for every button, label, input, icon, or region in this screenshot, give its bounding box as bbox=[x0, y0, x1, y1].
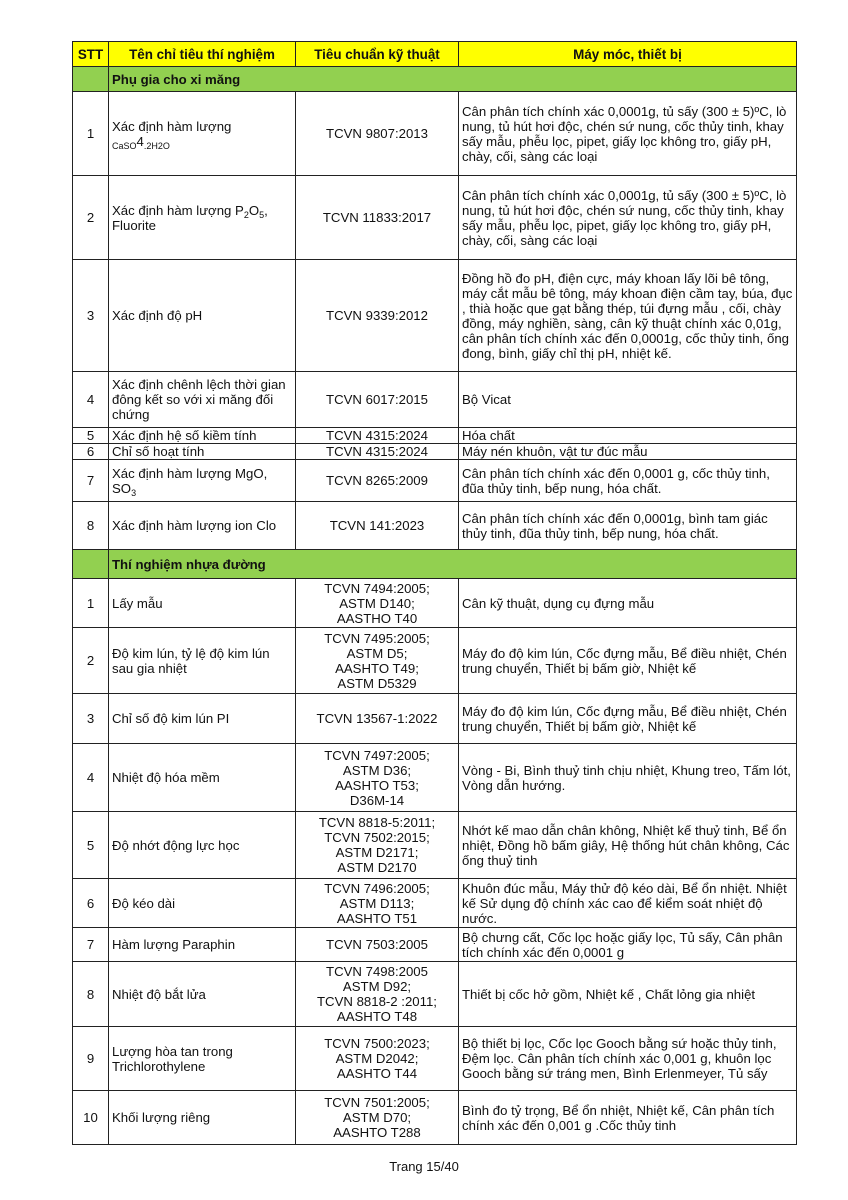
standard-line: AASHTO T49; bbox=[335, 660, 419, 676]
header-standard: Tiêu chuẩn kỹ thuật bbox=[296, 42, 459, 67]
standard-line: ASTM D36; bbox=[342, 762, 412, 778]
row-test-name: Chỉ số độ kim lún PI bbox=[109, 694, 296, 744]
table-row bbox=[73, 428, 797, 444]
row-test-name bbox=[109, 176, 296, 260]
row-standard bbox=[296, 879, 459, 928]
name-text: Xác định hàm lượng bbox=[112, 118, 232, 134]
row-equipment: Hóa chất bbox=[459, 428, 797, 444]
row-stt: 3 bbox=[73, 260, 109, 372]
table-row bbox=[73, 1091, 797, 1145]
row-test-name: Độ nhớt động lực học bbox=[109, 812, 296, 879]
row-stt: 5 bbox=[73, 428, 109, 444]
standard-line: TCVN 7496:2005; bbox=[324, 880, 430, 896]
standard-line: ASTM D70; bbox=[342, 1110, 412, 1125]
table-row bbox=[73, 372, 797, 428]
row-test-name: Lượng hòa tan trong Trichlorothylene bbox=[109, 1027, 296, 1091]
table-row bbox=[73, 628, 797, 694]
table-row bbox=[73, 962, 797, 1027]
name-text: Xác định hàm lượng P bbox=[112, 202, 244, 218]
row-stt: 2 bbox=[73, 176, 109, 260]
row-standard bbox=[296, 260, 459, 372]
standard-line: TCVN 4315:2024 bbox=[326, 444, 428, 459]
standard-line: AASHTO T288 bbox=[333, 1125, 421, 1140]
subscript-text: 3 bbox=[131, 487, 137, 498]
row-stt: 9 bbox=[73, 1027, 109, 1091]
row-test-name: Xác định hàm lượng ion Clo bbox=[109, 502, 296, 550]
standard-line: D36M-14 bbox=[349, 792, 405, 808]
row-equipment: Bộ thiết bị lọc, Cốc lọc Gooch bằng sứ hoặc thủy tinh, Đệm lọc. Cân phân tích chính xác 0,001 g, khuôn lọc Gooch bằng sứ tráng men, Bình Erlenmeyer, Tủ sấy bbox=[459, 1027, 797, 1091]
standard-line: TCVN 7498:2005 bbox=[326, 964, 428, 979]
standard-line: TCVN 7503:2005 bbox=[326, 937, 428, 952]
page-number: Trang 15/40 bbox=[389, 1159, 459, 1174]
row-stt: 4 bbox=[73, 372, 109, 428]
table-row bbox=[73, 812, 797, 879]
standard-line: TCVN 9339:2012 bbox=[326, 308, 428, 323]
name-text: Xác định hàm lượng MgO, SO bbox=[112, 465, 268, 496]
table-row bbox=[73, 176, 797, 260]
row-test-name: Xác định hệ số kiềm tính bbox=[109, 428, 296, 444]
row-equipment: Cân phân tích chính xác đến 0,0001g, bình tam giác thủy tinh, đũa thủy tinh, bếp nung, hóa chất. bbox=[459, 502, 797, 550]
table-row bbox=[73, 260, 797, 372]
row-equipment: Khuôn đúc mẫu, Máy thử độ kéo dài, Bể ổn nhiệt. Nhiệt kế Sử dụng độ chính xác cao để kiểm soát nhiệt độ nước. bbox=[459, 879, 797, 928]
row-stt: 6 bbox=[73, 444, 109, 460]
test-equipment-table bbox=[72, 41, 797, 1145]
standard-line: TCVN 13567-1:2022 bbox=[316, 711, 438, 726]
row-equipment: Bộ chưng cất, Cốc lọc hoặc giấy lọc, Tủ sấy, Cân phân tích chính xác đến 0,0001 g bbox=[459, 928, 797, 962]
row-stt: 7 bbox=[73, 460, 109, 502]
row-equipment: Vòng - Bi, Bình thuỷ tinh chịu nhiệt, Khung treo, Tấm lót, Vòng dẫn hướng. bbox=[459, 744, 797, 812]
row-test-name: Xác định độ pH bbox=[109, 260, 296, 372]
row-stt: 3 bbox=[73, 694, 109, 744]
row-test-name: Hàm lượng Paraphin bbox=[109, 928, 296, 962]
table-header-row bbox=[73, 42, 797, 67]
table-row bbox=[73, 879, 797, 928]
standard-line: TCVN 7501:2005; bbox=[324, 1095, 430, 1110]
row-stt: 2 bbox=[73, 628, 109, 694]
row-standard bbox=[296, 1091, 459, 1145]
table-row bbox=[73, 1027, 797, 1091]
standard-line: ASTM D113; bbox=[339, 895, 415, 911]
header-stt: STT bbox=[73, 42, 109, 67]
row-equipment: Máy đo độ kim lún, Cốc đựng mẫu, Bể điều nhiệt, Chén trung chuyển, Thiết bị bấm giờ, Nhiệt kế bbox=[459, 694, 797, 744]
row-stt: 8 bbox=[73, 962, 109, 1027]
row-test-name: Nhiệt độ bắt lửa bbox=[109, 962, 296, 1027]
subscript-text: CaSO bbox=[112, 140, 137, 151]
row-stt: 7 bbox=[73, 928, 109, 962]
table-row bbox=[73, 928, 797, 962]
row-test-name: Chỉ số hoạt tính bbox=[109, 444, 296, 460]
standard-line: ASTM D2042; bbox=[335, 1051, 419, 1066]
row-standard bbox=[296, 502, 459, 550]
standard-line: TCVN 8818-5:2011; bbox=[318, 815, 436, 830]
row-standard bbox=[296, 92, 459, 176]
row-test-name: Lấy mẫu bbox=[109, 579, 296, 628]
standard-line: ASTM D5329 bbox=[337, 675, 417, 691]
row-equipment: Thiết bị cốc hở gồm, Nhiệt kế , Chất lỏng gia nhiệt bbox=[459, 962, 797, 1027]
row-equipment: Cân phân tích chính xác 0,0001g, tủ sấy (300 ± 5)ºC, lò nung, tủ hút hơi độc, chén sứ nung, cốc thủy tinh, khay sấy mẫu, phễu lọc, pipet, giấy lọc không tro, giấy pH, chày, cối, sàng các loại bbox=[459, 176, 797, 260]
row-test-name: Độ kim lún, tỷ lệ độ kim lún sau gia nhiệt bbox=[109, 628, 296, 694]
standard-line: AASHTO T48 bbox=[336, 1009, 418, 1024]
standard-line: TCVN 9807:2013 bbox=[326, 126, 428, 141]
row-stt: 5 bbox=[73, 812, 109, 879]
row-standard bbox=[296, 579, 459, 628]
row-standard bbox=[296, 744, 459, 812]
table-row bbox=[73, 502, 797, 550]
row-test-name bbox=[109, 92, 296, 176]
table-row bbox=[73, 92, 797, 176]
standard-line: ASTM D92; bbox=[342, 979, 412, 994]
standard-line: TCVN 4315:2024 bbox=[326, 428, 428, 443]
section-title: Phụ gia cho xi măng bbox=[109, 67, 797, 92]
standard-line: AASHTO T51 bbox=[336, 910, 418, 926]
standard-line: AASHTO T44 bbox=[336, 1066, 418, 1081]
section-stt-cell bbox=[73, 550, 109, 579]
table-row bbox=[73, 579, 797, 628]
row-equipment: Cân phân tích chính xác 0,0001g, tủ sấy (300 ± 5)ºC, lò nung, tủ hút hơi độc, chén sứ nung, cốc thủy tinh, khay sấy mẫu, phễu lọc, pipet, giấy lọc không tro, giấy pH, chày, cối, sàng các loại bbox=[459, 92, 797, 176]
section-title: Thí nghiệm nhựa đường bbox=[109, 550, 797, 579]
standard-line: AASTHO T40 bbox=[336, 610, 418, 626]
row-equipment: Cân phân tích chính xác đến 0,0001 g, cốc thủy tinh, đũa thủy tinh, bếp nung, hóa chất. bbox=[459, 460, 797, 502]
row-equipment: Cân kỹ thuật, dụng cụ đựng mẫu bbox=[459, 579, 797, 628]
row-standard bbox=[296, 628, 459, 694]
row-standard bbox=[296, 428, 459, 444]
standard-line: TCVN 8265:2009 bbox=[326, 473, 428, 488]
row-test-name: Độ kéo dài bbox=[109, 879, 296, 928]
row-stt: 1 bbox=[73, 92, 109, 176]
section-stt-cell bbox=[73, 67, 109, 92]
name-text: 4 bbox=[136, 133, 144, 149]
subscript-text: 2 bbox=[243, 209, 249, 220]
table-row bbox=[73, 694, 797, 744]
standard-line: TCVN 8818-2 :2011; bbox=[317, 994, 437, 1009]
standard-line: TCVN 141:2023 bbox=[329, 518, 425, 533]
table-row bbox=[73, 460, 797, 502]
subscript-text: .2H2O bbox=[143, 140, 170, 151]
standard-line: TCVN 6017:2015 bbox=[326, 392, 428, 407]
row-standard bbox=[296, 444, 459, 460]
section-row bbox=[73, 550, 797, 579]
row-equipment: Bình đo tỷ trọng, Bể ổn nhiệt, Nhiệt kế, Cân phân tích chính xác đến 0,001 g .Cốc thủy tinh bbox=[459, 1091, 797, 1145]
row-test-name bbox=[109, 460, 296, 502]
row-standard bbox=[296, 962, 459, 1027]
row-standard bbox=[296, 460, 459, 502]
row-standard bbox=[296, 372, 459, 428]
standard-line: ASTM D2170 bbox=[337, 860, 417, 875]
row-test-name: Khối lượng riêng bbox=[109, 1091, 296, 1145]
row-stt: 4 bbox=[73, 744, 109, 812]
standard-line: ASTM D2171; bbox=[335, 845, 419, 860]
subscript-text: 5 bbox=[259, 209, 265, 220]
standard-line: TCVN 7500:2023; bbox=[324, 1036, 430, 1051]
standard-line: TCVN 7497:2005; bbox=[324, 747, 430, 763]
row-test-name: Xác định chênh lệch thời gian đông kết so với xi măng đối chứng bbox=[109, 372, 296, 428]
name-text: O bbox=[248, 202, 260, 218]
row-equipment: Máy nén khuôn, vật tư đúc mẫu bbox=[459, 444, 797, 460]
section-row bbox=[73, 67, 797, 92]
row-standard bbox=[296, 928, 459, 962]
row-stt: 10 bbox=[73, 1091, 109, 1145]
header-equipment: Máy móc, thiết bị bbox=[459, 42, 797, 67]
row-equipment: Bộ Vicat bbox=[459, 372, 797, 428]
standard-line: ASTM D5; bbox=[346, 645, 408, 661]
row-standard bbox=[296, 176, 459, 260]
row-standard bbox=[296, 812, 459, 879]
row-stt: 8 bbox=[73, 502, 109, 550]
standard-line: AASHTO T53; bbox=[335, 777, 419, 793]
standard-line: TCVN 7495:2005; bbox=[324, 630, 430, 646]
row-stt: 6 bbox=[73, 879, 109, 928]
standard-line: TCVN 7502:2015; bbox=[324, 830, 430, 845]
standard-line: TCVN 7494:2005; bbox=[324, 580, 430, 596]
row-stt: 1 bbox=[73, 579, 109, 628]
header-test-name: Tên chỉ tiêu thí nghiệm bbox=[109, 42, 296, 67]
row-standard bbox=[296, 1027, 459, 1091]
row-equipment: Đồng hồ đo pH, điện cực, máy khoan lấy lõi bê tông, máy cắt mẫu bê tông, máy khoan điện cầm tay, búa, đục , thià hoặc que gạt bằng thép, túi đựng mẫu , cối, chày đồng, máy nghiền, sàng, cân kỹ thuật chính xác 0,01g, cân phân tích chính xác đến 0,0001g, cốc thủy tinh, ống đong, bình, giấy chỉ thị pH, nhiệt kế. bbox=[459, 260, 797, 372]
standard-line: ASTM D140; bbox=[339, 595, 415, 611]
name-text: , Fluorite bbox=[112, 202, 268, 233]
table-row bbox=[73, 744, 797, 812]
row-test-name: Nhiệt độ hóa mềm bbox=[109, 744, 296, 812]
row-standard bbox=[296, 694, 459, 744]
table-row bbox=[73, 444, 797, 460]
row-equipment: Máy đo độ kim lún, Cốc đựng mẫu, Bể điều nhiệt, Chén trung chuyển, Thiết bị bấm giờ, Nhiệt kế bbox=[459, 628, 797, 694]
row-equipment: Nhớt kế mao dẫn chân không, Nhiệt kế thuỷ tinh, Bể ổn nhiệt, Đồng hồ bấm giây, Hệ thống hút chân không, Các ống thuỷ tinh bbox=[459, 812, 797, 879]
standard-line: TCVN 11833:2017 bbox=[322, 210, 432, 225]
